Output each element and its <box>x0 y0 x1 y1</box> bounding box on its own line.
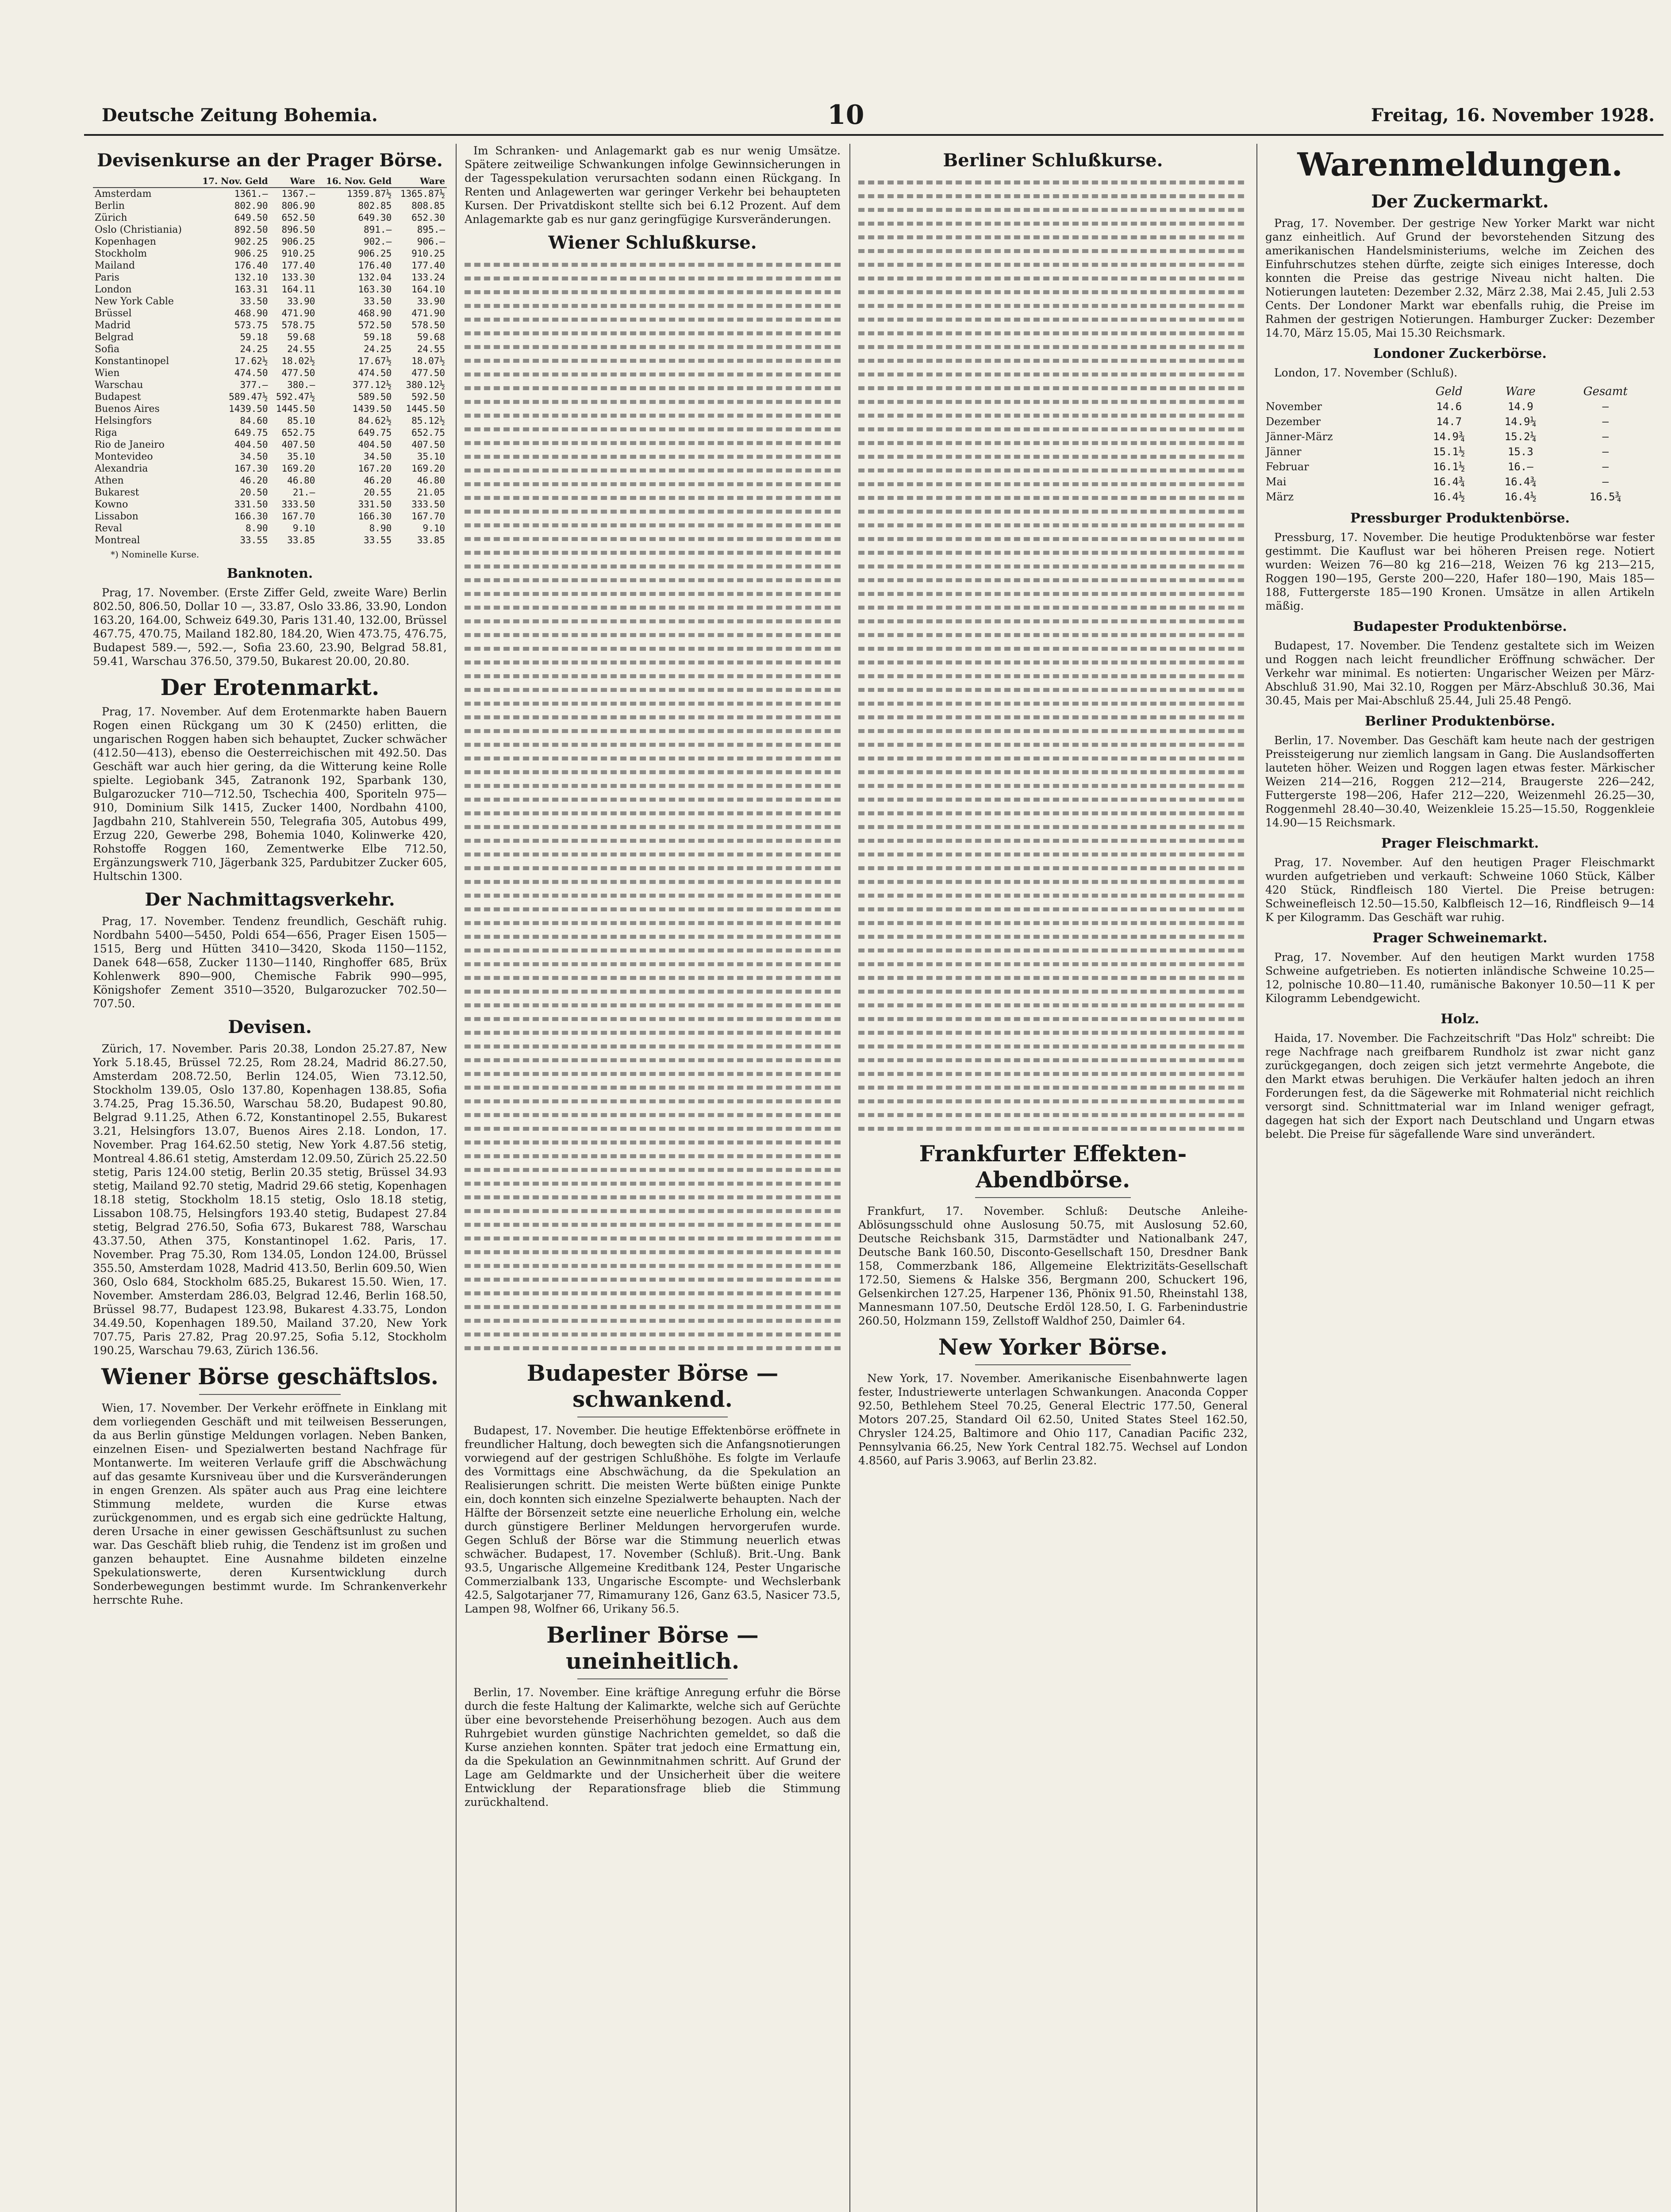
rate-cell: 652.50 <box>281 212 315 223</box>
rate-cell: 20.55 <box>364 487 392 498</box>
currency-name: Belgrad <box>95 332 134 343</box>
price-cell: 16.4½ <box>1433 491 1465 503</box>
price-cell: 14.7 <box>1436 415 1462 428</box>
table-row <box>93 355 447 367</box>
column-4 <box>1265 144 1655 2212</box>
rate-cell: 404.50 <box>234 439 268 450</box>
section-text: Prag, 17. November. Auf den heutigen Prager Fleischmarkt wurden aufgetrieben und verkauft: Schweine 1060 Stück, Kälber 420 Stück, Rindfleisch 180 Viertel. Die Preise betrugen: Schweinefleisch 12.50—15.50, Kalbfleisch 12—16, Rindfleisch 9—14 K per Kilogramm. Das Geschäft war ruhig. <box>1265 856 1655 924</box>
section-text: Im Schranken- und Anlagemarkt gab es nur wenig Umsätze. Spätere zeitweilige Schwankungen infolge Gewinnsicherungen in der Tagesspekulation verursachten sodann einen Rückgang. In Renten und Anlagewerten war geringer Verkehr bei behaupteten Kursen. Der Privatdiskont stellte sich bei 6.12 Prozent. Auf dem Anlagemarkte gab es nur ganz geringfügige Kursveränderungen. <box>465 144 841 226</box>
rate-cell: 1439.50 <box>352 403 392 414</box>
rate-cell: 906.25 <box>281 236 315 247</box>
price-cell: — <box>1602 400 1609 413</box>
rate-cell: 1445.50 <box>276 403 315 414</box>
rate-cell: 132.10 <box>234 272 268 283</box>
section-title: Der Zuckermarkt. <box>1371 191 1549 212</box>
price-cell: 15.1½ <box>1433 445 1465 458</box>
rate-cell: 649.75 <box>358 427 392 438</box>
rate-cell: 468.90 <box>358 308 392 319</box>
currency-name: Madrid <box>95 320 131 331</box>
divider <box>577 1678 728 1679</box>
section-text: Prag, 17. November. Der gestrige New Yorker Markt war nicht ganz einheitlich. Auf Grund der bevorstehenden Sitzung des amerikanischen Handelsministeriums, welche im Zeichen des Einfuhrschutzes stehen dürfte, zeigte sich einiges Interesse, doch konnten die Preise das gestrige Niveau nicht halten. Die Notierungen lauteten: Dezember 2.32, März 2.38, Mai 2.45, Juli 2.53 Cents. Der Londoner Markt war ebenfalls ruhig, die Preise im Rahmen der gestrigen Notierungen. Hamburger Zucker: Dezember 14.70, März 15.05, Mai 15.30 Reichsmark. <box>1265 217 1655 339</box>
section-text: Berlin, 17. November. Eine kräftige Anregung erfuhr die Börse durch die feste Haltung der Kalimarkte, welche sich auf Gerüchte über eine bevorstehende Preiserhöhung bezogen. Auch aus dem Ruhrgebiet wurden günstige Nachrichten gemeldet, so daß die Kurse anziehen konnten. Später trat jedoch eine Ermattung ein, da die Spekulation an Gewinnmitnahmen schritt. Auf Grund der Lage am Geldmarkte und der Unsicherheit über die weitere Entwicklung der Reparationsfrage blieb die Stimmung zurückhaltend. <box>465 1686 841 1809</box>
table-row <box>93 224 447 236</box>
rate-cell: 85.10 <box>287 415 315 426</box>
column-divider <box>849 144 850 2212</box>
rate-cell: 380.— <box>287 380 315 390</box>
rate-cell: 18.02½ <box>281 356 315 366</box>
rate-cell: 167.30 <box>234 463 268 474</box>
rate-cell: 592.50 <box>411 392 445 402</box>
rate-cell: 910.25 <box>281 248 315 259</box>
table-row <box>93 427 447 439</box>
section-text: Budapest, 17. November. Die Tendenz gestaltete sich im Weizen und Roggen nach leicht freundlicher Eröffnung schwächer. Der Verkehr war minimal. Es notierten: Ungarischer Weizen per März-Abschluß 31.90, Mai 32.10, Roggen per März-Abschluß 30.36, Mai 30.45, Mais per Mai-Abschluß 25.44, Juli 25.48 Pengö. <box>1265 639 1655 707</box>
rate-cell: 649.50 <box>234 212 268 223</box>
rate-cell: 84.60 <box>240 415 268 426</box>
rate-cell: 8.90 <box>369 523 392 534</box>
section-text: New York, 17. November. Amerikanische Eisenbahnwerte lagen fester, Industriewerte unterlagen Schwankungen. Anaconda Copper 92.50, Bethlehem Steel 70.25, General Electric 177.50, General Motors 207.25, Standard Oil 62.50, United States Steel 162.50, Chrysler 124.25, Baltimore and Ohio 117, Canadian Pacific 232, Pennsylvania 66.25, New York Central 182.75. Wechsel auf London 4.8560, auf Paris 3.9063, auf Berlin 23.82. <box>858 1372 1248 1467</box>
section-text: Haida, 17. November. Die Fachzeitschrift "Das Holz" schreibt: Die rege Nachfrage nach greifbarem Rundholz ist zwar nicht ganz zurückgegangen, doch zeigen sich jetzt vermehrte Angebote, die den Markt etwas beruhigen. Die Verkäufer halten jedoch an ihren Forderungen fest, da die Sägewerke mit Rohmaterial nicht reichlich versorgt sind. Schnittmaterial war im Inland weniger gefragt, dagegen hat sich der Export nach Deutschland und Ungarn etwas belebt. Die Preise für sägefallende Ware sind unverändert. <box>1265 1032 1655 1141</box>
section-text: Prag, 17. November. (Erste Ziffer Geld, zweite Ware) Berlin 802.50, 806.50, Dollar 10 —, 33.87, Oslo 33.86, 33.90, London 163.20, 164.00, Schweiz 649.30, Paris 131.40, 132.00, Brüssel 467.75, 470.75, Mailand 182.80, 184.20, Wien 473.75, 476.75, Budapest 589.—, 592.—, Sofia 23.60, 23.90, Belgrad 58.81, 59.41, Warschau 376.50, 379.50, Bukarest 20.00, 20.80. <box>93 586 447 668</box>
header-cell: Ware <box>393 175 447 188</box>
rate-cell: 163.30 <box>358 284 392 295</box>
rate-cell: 808.85 <box>411 200 445 211</box>
price-cell: — <box>1602 415 1609 428</box>
rate-cell: 20.50 <box>240 487 268 498</box>
price-cell: 16.— <box>1507 461 1533 473</box>
rate-cell: 377.— <box>240 380 268 390</box>
rate-cell: 46.20 <box>364 475 392 486</box>
rate-cell: 802.85 <box>358 200 392 211</box>
sugar-table-header <box>1265 384 1655 399</box>
rate-cell: 33.55 <box>240 535 268 545</box>
section-title: Berliner Produktenbörse. <box>1364 714 1556 729</box>
table-row <box>93 236 447 248</box>
section-title: Budapester Börse — schwankend. <box>526 1360 779 1412</box>
quote-table-placeholder <box>858 180 1248 1131</box>
currency-name: Lissabon <box>95 511 138 522</box>
rate-cell: 33.85 <box>287 535 315 545</box>
section-title: Warenmeldungen. <box>1297 146 1623 183</box>
table-row <box>93 343 447 355</box>
rate-cell: 331.50 <box>358 499 392 510</box>
sugar-table <box>1265 384 1655 504</box>
page-number: 10 <box>827 100 864 131</box>
month-name: Mai <box>1266 476 1287 488</box>
rate-cell: 331.50 <box>234 499 268 510</box>
currency-name: Brüssel <box>95 308 132 319</box>
rate-cell: 59.68 <box>417 332 445 342</box>
rate-cell: 578.75 <box>281 320 315 330</box>
rate-cell: 1361.— <box>234 188 268 199</box>
currency-name: Alexandria <box>95 463 148 474</box>
price-cell: 15.2¼ <box>1504 430 1537 443</box>
rate-cell: 891.— <box>364 224 392 235</box>
rate-cell: 474.50 <box>358 368 392 378</box>
section-title: Wiener Schlußkurse. <box>548 232 757 253</box>
rate-cell: 592.47½ <box>276 392 315 402</box>
section-title: Wiener Börse geschäftslos. <box>101 1363 439 1390</box>
month-name: März <box>1266 491 1294 503</box>
currency-name: Montreal <box>95 535 140 546</box>
table-row <box>93 379 447 391</box>
table-row <box>93 248 447 260</box>
rate-cell: 333.50 <box>411 499 445 510</box>
price-cell: 14.6 <box>1436 400 1462 413</box>
rate-cell: 59.18 <box>240 332 268 342</box>
rate-cell: 46.20 <box>240 475 268 486</box>
rate-cell: 906.— <box>417 236 445 247</box>
rate-cell: 573.75 <box>234 320 268 330</box>
section-title: Berliner Börse — uneinheitlich. <box>546 1622 759 1674</box>
header-cell: Gesamt <box>1583 385 1628 398</box>
price-cell: 16.4½ <box>1504 491 1537 503</box>
price-cell: — <box>1602 461 1609 473</box>
rate-cell: 806.90 <box>281 200 315 211</box>
devisen-footnote: *) Nominelle Kurse. <box>111 549 200 560</box>
rate-cell: 910.25 <box>411 248 445 259</box>
rate-cell: 380.12½ <box>406 380 445 390</box>
table-row <box>1265 399 1655 414</box>
price-cell: 14.9¾ <box>1433 430 1465 443</box>
price-cell: — <box>1602 445 1609 458</box>
rate-cell: 34.50 <box>240 451 268 462</box>
quote-table-placeholder <box>465 263 841 1350</box>
price-cell: 16.1½ <box>1433 461 1465 473</box>
rate-cell: 21.05 <box>417 487 445 498</box>
rate-cell: 1445.50 <box>406 403 445 414</box>
table-row <box>93 403 447 415</box>
rate-cell: 477.50 <box>411 368 445 378</box>
section-text: Pressburg, 17. November. Die heutige Produktenbörse war fester gestimmt. Die Kauflust war bei höheren Preisen rege. Notiert wurden: Weizen 76—80 kg 216—218, Weizen 76 kg 213—215, Roggen 190—195, Gerste 200—220, Hafer 180—190, Mais 185—188, Futtergerste 185—190 Kronen. Umsätze in allen Artikeln mäßig. <box>1265 531 1655 612</box>
currency-name: Paris <box>95 272 119 283</box>
rate-cell: 33.50 <box>240 296 268 307</box>
rate-cell: 46.80 <box>417 475 445 486</box>
section-text: Wien, 17. November. Der Verkehr eröffnete in Einklang mit dem vorliegenden Geschäft und mit teilweisen Besserungen, da aus Berlin günstige Meldungen vorlagen. Neben Banken, einzelnen Eisen- und Spezialwerten bestand Nachfrage für Montanwerte. Im weiteren Verlaufe griff die Abschwächung auf das gesamte Kursniveau über und die Kursveränderungen in engen Grenzen. Als später auch aus Prag eine leichtere Stimmung meldete, wurden die Kurse etwas zurückgenommen, und es ergab sich eine gedrückte Haltung, deren Ursache in einer gewissen Geschäftsunlust zu suchen war. Das Geschäft blieb ruhig, die Tendenz ist im großen und ganzen behauptet. Eine Ausnahme bildeten einzelne Spekulationswerte, deren Kursentwicklung durch Sonderbewegungen bestimmt wurde. Im Schrankenverkehr herrschte Ruhe. <box>93 1402 447 1606</box>
rate-cell: 407.50 <box>281 439 315 450</box>
table-row <box>1265 414 1655 429</box>
divider <box>975 1197 1131 1198</box>
rate-cell: 33.85 <box>417 535 445 545</box>
currency-name: Sofia <box>95 344 120 355</box>
rate-cell: 84.62½ <box>358 415 392 426</box>
section-text: Prag, 17. November. Tendenz freundlich, Geschäft ruhig. Nordbahn 5400—5450, Poldi 654—656, Prager Eisen 1505—1515, Berg und Hütten 3410—3420, Skoda 1150—1152, Danek 648—658, Zucker 1130—1140, Ringhoffer 685, Brüx Kohlenwerk 890—900, Chemische Fabrik 990—995, Königshofer Zement 3510—3520, Bulgarozucker 702.50—707.50. <box>93 915 447 1010</box>
section-title: Frankfurter Effekten-Abendbörse. <box>919 1141 1187 1193</box>
currency-name: Riga <box>95 427 117 438</box>
section-title: Prager Fleischmarkt. <box>1381 836 1539 851</box>
rate-cell: 9.10 <box>292 523 315 534</box>
rate-cell: 167.20 <box>358 463 392 474</box>
section-text: Budapest, 17. November. Die heutige Effektenbörse eröffnete in freundlicher Haltung, doch bewegten sich die Anfangsnotierungen vorwiegend auf der gestrigen Schlußhöhe. Es folgte im Verlaufe des Vormittags eine Abschwächung, da die Spekulation an Realisierungen schritt. Die meisten Werte büßten einige Punkte ein, doch konnten sich einzelne Spezialwerte behaupten. Nach der Hälfte der Börsenzeit setzte eine neuerliche Erholung ein, welche durch günstigere Berliner Meldungen hervorgerufen wurde. Gegen Schluß der Börse war die Stimmung neuerlich etwas schwächer. Budapest, 17. November (Schluß). Brit.-Ung. Bank 93.5, Ungarische Allgemeine Kreditbank 124, Pester Ungarische Commerzialbank 133, Ungarische Escompte- und Wechslerbank 42.5, Salgotarjaner 77, Rimamurany 126, Ganz 63.5, Nasicer 73.5, Lampen 98, Wolfner 66, Urikany 56.5. <box>465 1424 841 1615</box>
section-text: Prag, 17. November. Auf den heutigen Markt wurden 1758 Schweine aufgetrieben. Es notierten inländische Schweine 10.25—12, polnische 10.80—11.40, rumänische Bakonyer 10.50—11 K per Kilogramm Lebendgewicht. <box>1265 951 1655 1005</box>
header-cell: Geld <box>1435 385 1463 398</box>
currency-name: Reval <box>95 523 123 534</box>
section-text: Frankfurt, 17. November. Schluß: Deutsche Anleihe-Ablösungsschuld ohne Auslosung 50.75, mit Auslosung 52.60, Deutsche Reichsbank 315, Darmstädter und Nationalbank 247, Deutsche Bank 160.50, Disconto-Gesellschaft 150, Dresdner Bank 158, Commerzbank 186, Allgemeine Elektrizitäts-Gesellschaft 172.50, Siemens & Halske 356, Bergmann 200, Schuckert 196, Gelsenkirchen 127.25, Harpener 136, Phönix 91.50, Rheinstahl 138, Mannesmann 107.50, Deutsche Erdöl 128.50, I. G. Farbenindustrie 260.50, Holzmann 159, Zellstoff Waldhof 250, Daimler 64. <box>858 1205 1248 1327</box>
table-row <box>93 534 447 546</box>
column-3 <box>858 144 1248 2212</box>
table-row <box>93 463 447 475</box>
rate-cell: 1359.87½ <box>347 188 392 199</box>
table-row <box>93 367 447 379</box>
month-name: Jänner <box>1266 445 1302 458</box>
rate-cell: 166.30 <box>234 511 268 522</box>
table-row <box>93 415 447 427</box>
rate-cell: 35.10 <box>417 451 445 462</box>
table-row <box>1265 489 1655 504</box>
table-row <box>93 212 447 224</box>
rate-cell: 21.— <box>292 487 315 498</box>
rate-cell: 802.90 <box>234 200 268 211</box>
header-cell: 17. Nov. Geld <box>193 175 270 188</box>
section-title: Budapester Produktenbörse. <box>1353 619 1567 634</box>
table-row <box>93 319 447 331</box>
rate-cell: 167.70 <box>281 511 315 522</box>
column-1 <box>93 144 447 2212</box>
price-cell: 14.9 <box>1507 400 1533 413</box>
column-2 <box>465 144 841 2212</box>
price-cell: 16.4¾ <box>1433 476 1465 488</box>
rate-cell: 33.55 <box>364 535 392 545</box>
rate-cell: 33.90 <box>287 296 315 307</box>
currency-name: Zürich <box>95 212 127 223</box>
currency-name: Mailand <box>95 260 135 271</box>
rate-cell: 652.75 <box>281 427 315 438</box>
section-title: New Yorker Börse. <box>938 1334 1168 1360</box>
section-text: Prag, 17. November. Auf dem Erotenmarkte haben Bauern Rogen einen Rückgang um 30 K (2450) erlitten, die ungarischen Roggen haben sich behauptet, Zucker schwächer (412.50—413), ebenso die Oesterreichischen mit 492.50. Das Geschäft war auch hier gering, da die Witterung keine Rolle spielte. Legiobank 345, Zatranonk 192, Sparbank 130, Bulgarozucker 710—712.50, Tschechia 400, Sporiteln 975—910, Dominium Silk 1415, Zucker 1400, Nordbahn 4100, Jagdbahn 210, Stahlverein 550, Telegrafia 305, Autobus 499, Erzug 220, Gewerbe 298, Bohemia 1040, Kolinwerke 420, Rohstoffe Roggen 160, Zementwerke Elbe 712.50, Ergänzungswerk 710, Jägerbank 325, Pardubitzer Zucker 605, Hultschin 1300. <box>93 705 447 883</box>
table-row <box>1265 429 1655 444</box>
rate-cell: 176.40 <box>358 260 392 271</box>
price-cell: 16.4¾ <box>1504 476 1537 488</box>
price-cell: — <box>1602 476 1609 488</box>
table-row <box>1265 459 1655 474</box>
currency-name: Montevideo <box>95 451 153 462</box>
rate-cell: 906.25 <box>358 248 392 259</box>
currency-name: London <box>95 284 132 295</box>
price-cell: 15.3 <box>1507 445 1533 458</box>
rate-cell: 589.50 <box>358 392 392 402</box>
rate-cell: 24.55 <box>287 344 315 354</box>
table-row <box>93 451 447 463</box>
newspaper-name: Deutsche Zeitung Bohemia. <box>102 105 378 126</box>
rate-cell: 9.10 <box>423 523 445 534</box>
table-row <box>93 522 447 534</box>
rate-cell: 17.62½ <box>234 356 268 366</box>
rate-cell: 46.80 <box>287 475 315 486</box>
rate-cell: 164.11 <box>281 284 315 295</box>
rate-cell: 132.04 <box>358 272 392 283</box>
newspaper-page <box>84 100 1663 2212</box>
currency-name: Helsingfors <box>95 415 152 426</box>
issue-date: Freitag, 16. November 1928. <box>1371 105 1655 126</box>
rate-cell: 468.90 <box>234 308 268 319</box>
currency-name: Kopenhagen <box>95 236 156 247</box>
table-row <box>93 511 447 522</box>
rate-cell: 1439.50 <box>229 403 268 414</box>
section-title: Pressburger Produktenbörse. <box>1350 511 1570 526</box>
column-divider <box>1256 144 1257 2212</box>
table-row <box>93 200 447 212</box>
table-row <box>93 188 447 200</box>
section-subtitle: London, 17. November (Schluß). <box>1274 366 1458 379</box>
table-row <box>93 272 447 284</box>
table-row <box>93 296 447 307</box>
section-title: Banknoten. <box>227 566 313 581</box>
rate-cell: 652.30 <box>411 212 445 223</box>
section-text: Zürich, 17. November. Paris 20.38, London 25.27.87, New York 5.18.45, Brüssel 72.25, Rom 28.24, Madrid 86.27.50, Amsterdam 208.72.50, Berlin 124.05, Wien 73.12.50, Stockholm 139.05, Oslo 137.80, Kopenhagen 138.85, Sofia 3.74.25, Prag 15.36.50, Warschau 58.20, Budapest 90.80, Belgrad 9.11.25, Athen 6.72, Konstantinopel 2.55, Bukarest 3.21, Helsingfors 13.07, Buenos Aires 2.18. London, 17. November. Prag 164.62.50 stetig, New York 4.87.56 stetig, Montreal 4.86.61 stetig, Amsterdam 12.09.50, Zürich 25.22.50 stetig, Paris 124.00 stetig, Berlin 20.35 stetig, Brüssel 34.93 stetig, Mailand 92.70 stetig, Madrid 29.66 stetig, Kopenhagen 18.18 stetig, Stockholm 18.15 stetig, Oslo 18.18 stetig, Lissabon 108.75, Helsingfors 193.40 stetig, Budapest 27.84 stetig, Belgrad 276.50, Sofia 673, Bukarest 788, Warschau 43.37.50, Athen 375, Konstantinopel 1.62. Paris, 17. November. Prag 75.30, Rom 134.05, London 124.00, Brüssel 355.50, Amsterdam 1028, Madrid 413.50, Berlin 609.50, Wien 360, Oslo 684, Stockholm 685.25, Bukarest 15.50. Wien, 17. November. Amsterdam 286.03, Belgrad 12.46, Berlin 168.50, Brüssel 98.77, Budapest 123.98, Bukarest 4.33.75, London 34.49.50, Kopenhagen 189.50, Mailand 37.20, New York 707.75, Paris 27.82, Prag 20.97.25, Sofia 5.12, Stockholm 190.25, Warschau 79.63, Zürich 136.56. <box>93 1042 447 1357</box>
rate-cell: 133.24 <box>411 272 445 283</box>
month-name: November <box>1266 400 1322 413</box>
currency-name: Wien <box>95 368 120 379</box>
rate-cell: 34.50 <box>364 451 392 462</box>
table-row <box>93 487 447 499</box>
masthead <box>84 100 1663 131</box>
rate-cell: 177.40 <box>411 260 445 271</box>
currency-name: Oslo (Christiania) <box>95 224 182 235</box>
rate-cell: 85.12½ <box>411 415 445 426</box>
rate-cell: 169.20 <box>281 463 315 474</box>
currency-name: Athen <box>95 475 124 486</box>
column-divider <box>456 144 457 2212</box>
header-cell: Ware <box>270 175 317 188</box>
rate-cell: 892.50 <box>234 224 268 235</box>
rate-cell: 24.55 <box>417 344 445 354</box>
header-cell <box>1265 384 1413 399</box>
rate-cell: 578.50 <box>411 320 445 330</box>
devisen-table-title: Devisenkurse an der Prager Börse. <box>97 150 443 171</box>
rate-cell: 1367.— <box>281 188 315 199</box>
table-row <box>93 307 447 319</box>
price-cell: 14.9¼ <box>1504 415 1537 428</box>
rate-cell: 24.25 <box>240 344 268 354</box>
section-text: Berlin, 17. November. Das Geschäft kam heute nach der gestrigen Preissteigerung nur ziemlich langsam in Gang. Die Auslandsofferten lauteten höher. Weizen und Roggen lagen etwas fester. Märkischer Weizen 214—216, Roggen 212—214, Braugerste 226—242, Futtergerste 198—206, Hafer 212—220, Weizenmehl 26.25—30, Roggenmehl 28.40—30.40, Weizenkleie 15.25—15.50, Roggenkleie 14.90—15 Reichsmark. <box>1265 734 1655 829</box>
rate-cell: 333.50 <box>281 499 315 510</box>
price-cell: 16.5¾ <box>1589 491 1621 503</box>
rate-cell: 906.25 <box>234 248 268 259</box>
devisen-table <box>93 175 447 546</box>
section-title: Devisen. <box>228 1017 312 1037</box>
rate-cell: 404.50 <box>358 439 392 450</box>
rate-cell: 474.50 <box>234 368 268 378</box>
rate-cell: 33.50 <box>364 296 392 307</box>
rate-cell: 649.75 <box>234 427 268 438</box>
rate-cell: 589.47½ <box>229 392 268 402</box>
rate-cell: 133.30 <box>281 272 315 283</box>
header-cell: 16. Nov. Geld <box>317 175 393 188</box>
month-name: Jänner-März <box>1266 430 1333 443</box>
section-title: Holz. <box>1441 1011 1479 1027</box>
currency-name: Warschau <box>95 380 143 391</box>
currency-name: Bukarest <box>95 487 139 498</box>
rate-cell: 35.10 <box>287 451 315 462</box>
rate-cell: 896.50 <box>281 224 315 235</box>
rate-cell: 895.— <box>417 224 445 235</box>
section-title: Der Nachmittagsverkehr. <box>145 889 395 910</box>
currency-name: Amsterdam <box>95 188 152 200</box>
rate-cell: 176.40 <box>234 260 268 271</box>
rate-cell: 17.67½ <box>358 356 392 366</box>
section-title: Der Erotenmarkt. <box>160 674 380 700</box>
table-row <box>93 260 447 272</box>
rate-cell: 166.30 <box>358 511 392 522</box>
month-name: Dezember <box>1266 415 1321 428</box>
divider <box>199 1394 341 1395</box>
rate-cell: 163.31 <box>234 284 268 295</box>
section-title: Prager Schweinemarkt. <box>1372 930 1548 946</box>
rate-cell: 8.90 <box>246 523 268 534</box>
currency-name: New York Cable <box>95 296 174 307</box>
table-row <box>1265 444 1655 459</box>
rate-cell: 649.30 <box>358 212 392 223</box>
rate-cell: 24.25 <box>364 344 392 354</box>
currency-name: Konstantinopel <box>95 356 169 367</box>
rate-cell: 169.20 <box>411 463 445 474</box>
rate-cell: 471.90 <box>281 308 315 319</box>
rate-cell: 59.68 <box>287 332 315 342</box>
currency-name: Budapest <box>95 392 141 403</box>
table-row <box>93 439 447 451</box>
table-row <box>93 475 447 487</box>
rate-cell: 377.12½ <box>352 380 392 390</box>
table-row <box>1265 474 1655 489</box>
table-row <box>93 391 447 403</box>
table-row <box>93 284 447 296</box>
section-title: Berliner Schlußkurse. <box>943 150 1163 171</box>
rate-cell: 167.70 <box>411 511 445 522</box>
rate-cell: 652.75 <box>411 427 445 438</box>
month-name: Februar <box>1266 461 1309 473</box>
rate-cell: 407.50 <box>411 439 445 450</box>
rate-cell: 33.90 <box>417 296 445 307</box>
section-title: Londoner Zuckerbörse. <box>1373 346 1547 361</box>
rate-cell: 164.10 <box>411 284 445 295</box>
rate-cell: 177.40 <box>281 260 315 271</box>
header-cell <box>93 175 193 188</box>
rate-cell: 902.25 <box>234 236 268 247</box>
table-row <box>93 331 447 343</box>
divider <box>975 1364 1131 1365</box>
masthead-rule <box>84 134 1663 136</box>
currency-name: Rio de Janeiro <box>95 439 165 450</box>
currency-name: Buenos Aires <box>95 403 160 415</box>
table-row <box>93 499 447 511</box>
rate-cell: 572.50 <box>358 320 392 330</box>
rate-cell: 477.50 <box>281 368 315 378</box>
rate-cell: 18.07½ <box>411 356 445 366</box>
header-cell: Ware <box>1506 385 1536 398</box>
currency-name: Kowno <box>95 499 128 510</box>
price-cell: — <box>1602 430 1609 443</box>
devisen-table-header <box>93 175 447 188</box>
rate-cell: 59.18 <box>364 332 392 342</box>
rate-cell: 1365.87½ <box>400 188 445 199</box>
currency-name: Stockholm <box>95 248 147 259</box>
rate-cell: 471.90 <box>411 308 445 319</box>
currency-name: Berlin <box>95 200 125 211</box>
rate-cell: 902.— <box>364 236 392 247</box>
